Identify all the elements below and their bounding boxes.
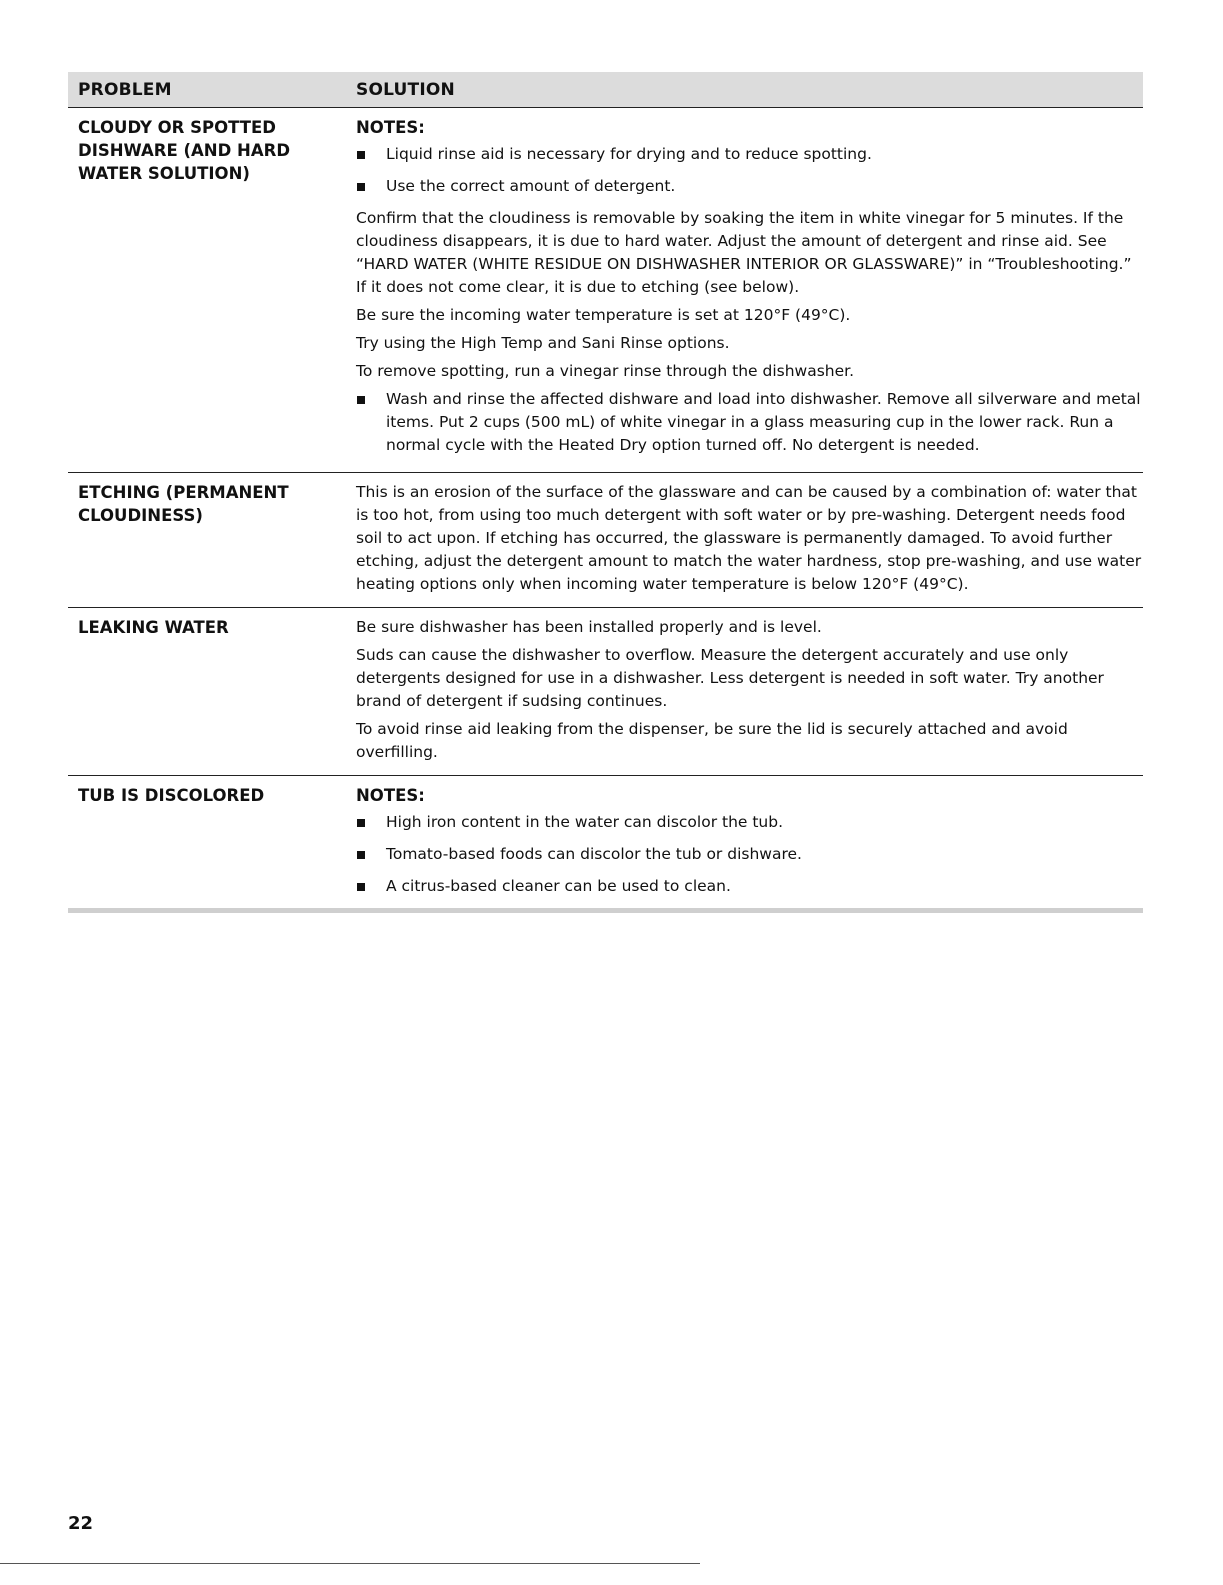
header-solution: SOLUTION [356, 80, 455, 100]
bullet-square-icon [357, 883, 365, 891]
bullet-text: Wash and rinse the affected dishware and load into dishwasher. Remove all silverware and metal items. Put 2 cups (500 mL) of white vinegar in a glass measuring cup in the lower rack. Run a normal cycle with the Heated Dry option turned off. No detergent is needed. [386, 390, 1141, 454]
bullet-text: Tomato-based foods can discolor the tub or dishware. [386, 845, 802, 863]
bullet-item [356, 811, 1143, 834]
problem-cell: TUB IS DISCOLORED [78, 786, 265, 805]
paragraph: Be sure the incoming water temperature is set at 120°F (49°C). [356, 306, 851, 324]
paragraph: This is an erosion of the surface of the glassware and can be caused by a combination of: water that is too hot, from using too much detergent with soft water or by pre-washing. Detergent needs food soil to act upon. If etching has occurred, the glassware is permanently damaged. To avoid further etching, adjust the detergent amount to match the water hardness, stop pre-washing, and use water heating options only when incoming water temperature is below 120°F (49°C). [356, 483, 1142, 593]
table-row [68, 608, 1143, 776]
bullet-item [356, 843, 1143, 866]
table-row [68, 776, 1143, 913]
solution-cell [356, 473, 1143, 607]
bullet-item [356, 143, 1143, 166]
paragraph: Be sure dishwasher has been installed properly and is level. [356, 618, 822, 636]
solution-cell [356, 608, 1143, 775]
bullet-text: Liquid rinse aid is necessary for drying and to reduce spotting. [386, 145, 872, 163]
paragraph: Confirm that the cloudiness is removable by soaking the item in white vinegar for 5 minutes. If the cloudiness disappears, it is due to hard water. Adjust the amount of detergent and rinse aid. See “HARD WATER (WHITE RESIDUE ON DISHWASHER INTERIOR OR GLASSWARE)” in “Troubleshooting.” If it does not come clear, it is due to etching (see below). [356, 209, 1132, 296]
paragraph: To avoid rinse aid leaking from the dispenser, be sure the lid is securely attached and avoid overfilling. [356, 720, 1068, 761]
paragraph: Try using the High Temp and Sani Rinse options. [356, 334, 730, 352]
bullet-square-icon [357, 851, 365, 859]
notes-label: NOTES: [356, 786, 425, 805]
troubleshooting-table [68, 72, 1143, 913]
problem-cell: CLOUDY OR SPOTTED DISHWARE (AND HARD WATER SOLUTION) [78, 118, 291, 183]
table-header [68, 72, 1143, 108]
bullet-square-icon [357, 396, 365, 404]
table-row [68, 473, 1143, 608]
bullet-square-icon [357, 151, 365, 159]
table-bottom-band [68, 908, 1143, 913]
notes-label: NOTES: [356, 118, 425, 137]
bullet-item [356, 175, 1143, 198]
problem-cell: LEAKING WATER [78, 618, 229, 637]
bullet-square-icon [357, 183, 365, 191]
bullet-text: A citrus-based cleaner can be used to clean. [386, 877, 731, 895]
header-problem: PROBLEM [78, 80, 172, 100]
problem-cell: ETCHING (PERMANENT CLOUDINESS) [78, 483, 289, 525]
solution-cell [356, 776, 1143, 913]
paragraph: To remove spotting, run a vinegar rinse through the dishwasher. [356, 362, 855, 380]
bullet-square-icon [357, 819, 365, 827]
paragraph: Suds can cause the dishwasher to overflow. Measure the detergent accurately and use only detergents designed for use in a dishwasher. Less detergent is needed in soft water. Try another brand of detergent if sudsing continues. [356, 646, 1104, 710]
table-row [68, 108, 1143, 473]
bullet-text: Use the correct amount of detergent. [386, 177, 676, 195]
footer-divider [0, 1563, 700, 1564]
solution-cell [356, 108, 1143, 472]
bullet-item [356, 875, 1143, 898]
page-number: 22 [68, 1513, 94, 1534]
bullet-item [356, 388, 1143, 457]
bullet-text: High iron content in the water can discolor the tub. [386, 813, 784, 831]
